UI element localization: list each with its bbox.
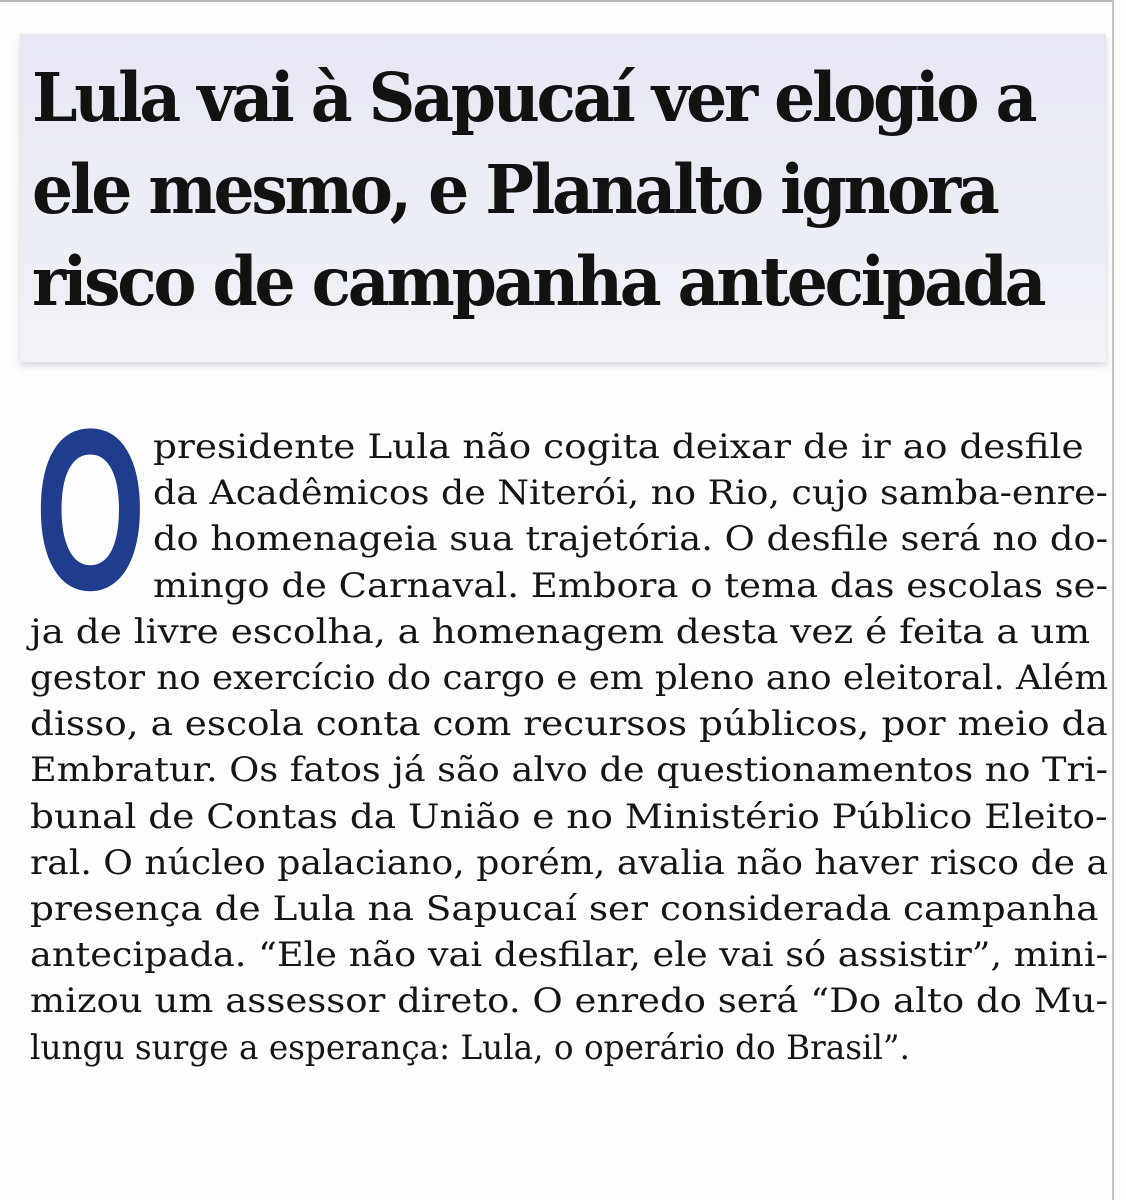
body-line: gestor no exercício do cargo e em pleno ano eleitoral. Além	[30, 658, 1109, 699]
body-line: antecipada. “Ele não vai desfilar, ele vai só assistir”, mini-	[30, 935, 1109, 976]
body-line: presidente Lula não cogita deixar de ir ao desfile	[153, 427, 1084, 467]
top-divider	[0, 0, 1112, 2]
body-line: mingo de Carnaval. Embora o tema das escolas se-	[153, 565, 1109, 606]
body-line: ja de livre escolha, a homenagem desta vez é feita a um	[30, 611, 1091, 652]
body-line: ral. O núcleo palaciano, porém, avalia não haver risco de a	[30, 842, 1108, 883]
column-divider	[1112, 0, 1114, 1200]
body-line: mizou um assessor direto. O enredo será “Do alto do Mu-	[30, 981, 1109, 1022]
body-line: disso, a escola conta com recursos públicos, por meio da	[30, 704, 1108, 745]
body-line: presença de Lula na Sapucaí ser considerada campanha	[30, 889, 1099, 930]
headline	[32, 52, 1044, 328]
headline-line: risco de campanha antecipada	[32, 242, 1044, 321]
headline-line: Lula vai à Sapucaí ver elogio a	[32, 58, 1035, 137]
drop-cap-letter: O	[34, 381, 146, 638]
body-line: do homenageia sua trajetória. O desfile será no do-	[153, 519, 1109, 560]
article-body	[30, 424, 1110, 1071]
body-line: bunal de Contas da União e no Ministério Público Eleito-	[30, 796, 1108, 837]
body-line: lungu surge a esperança: Lula, o operário do Brasil”.	[30, 1027, 910, 1068]
body-line: da Acadêmicos de Niterói, no Rio, cujo samba-enre-	[153, 473, 1108, 514]
body-line: Embratur. Os fatos já são alvo de questionamentos no Tri-	[30, 750, 1109, 791]
headline-line: ele mesmo, e Planalto ignora	[32, 150, 997, 229]
